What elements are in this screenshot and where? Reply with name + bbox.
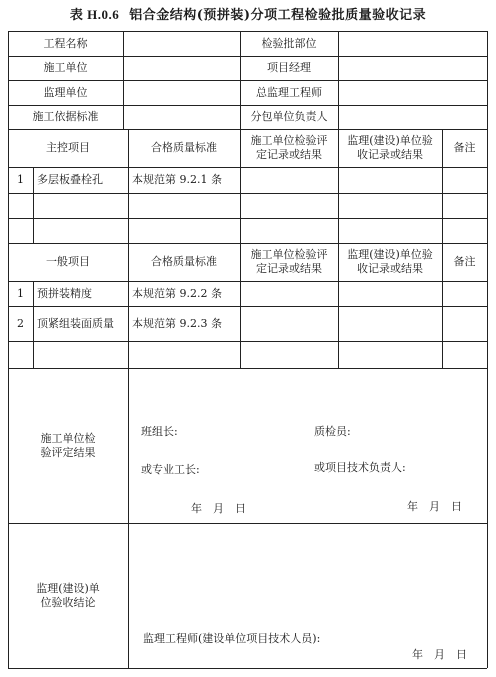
project-manager-value[interactable] [338, 56, 487, 80]
main-row-item: 多层板叠栓孔 [37, 173, 103, 186]
form-code: 表 H.0.6 [69, 7, 120, 22]
supervision-unit-value[interactable] [123, 80, 240, 105]
construction-standard-value[interactable] [123, 105, 240, 129]
chief-supervisor-label: 总监理工程师 [256, 85, 322, 99]
inspection-location-label: 检验批部位 [261, 36, 317, 50]
main-remark-header: 备注 [453, 141, 476, 154]
form-title [0, 4, 496, 23]
main-standard-header: 合格质量标准 [151, 141, 217, 154]
rule [8, 668, 487, 669]
subcontractor-head-value[interactable] [338, 105, 487, 129]
main-item-header: 主控项目 [46, 141, 90, 154]
project-name-label: 工程名称 [43, 36, 88, 50]
form-title-text: 铝合金结构(预拼装)分项工程检验批质量验收记录 [129, 8, 427, 23]
main-row-standard: 本规范第 9.2.1 条 [132, 173, 222, 186]
construction-date-right: 年 月 日 [407, 500, 462, 513]
inspection-location-value[interactable] [338, 31, 487, 56]
construction-unit-label: 施工单位 [43, 61, 88, 74]
main-supervision-result-header: 监理(建设)单位验收记录或结果 [347, 134, 433, 161]
general-remark-header: 备注 [453, 255, 476, 268]
construction-eval-label: 施工单位检验评定结果 [40, 431, 96, 459]
rule [8, 341, 487, 342]
construction-date-left: 年 月 日 [191, 502, 246, 515]
supervision-date: 年 月 日 [412, 648, 467, 661]
general-standard-header: 合格质量标准 [151, 255, 217, 268]
general-row-item: 预拼装精度 [37, 286, 92, 300]
rule [8, 193, 487, 194]
general-item-header: 一般项目 [46, 255, 90, 268]
chief-supervisor-value[interactable] [338, 80, 487, 105]
supervision-unit-label: 监理单位 [43, 85, 88, 99]
general-supervision-result-header: 监理(建设)单位验收记录或结果 [347, 248, 433, 275]
subcontractor-head-label: 分包单位负责人 [250, 110, 328, 123]
quality-inspector-label: 质检员: [314, 425, 351, 438]
construction-unit-value[interactable] [123, 56, 240, 80]
project-name-value[interactable] [123, 31, 240, 56]
general-row-number: 1 [17, 286, 24, 300]
main-construction-result-header: 施工单位检验评定记录或结果 [250, 134, 328, 161]
tech-lead-label: 或项目技术负责人: [314, 461, 406, 474]
supervision-conclusion-label: 监理(建设)单位验收结论 [36, 581, 100, 609]
general-construction-result-header: 施工单位检验评定记录或结果 [250, 248, 328, 275]
foreman-label: 或专业工长: [141, 463, 200, 476]
main-row-number: 1 [17, 173, 24, 186]
rule [128, 368, 129, 668]
project-manager-label: 项目经理 [267, 61, 311, 74]
team-leader-label: 班组长: [141, 425, 178, 438]
general-row-number: 2 [17, 316, 24, 330]
rule [8, 218, 487, 219]
general-row-item: 顶紧组装面质量 [37, 316, 114, 330]
general-row-standard: 本规范第 9.2.3 条 [132, 316, 222, 330]
rule [487, 31, 488, 668]
general-row-standard: 本规范第 9.2.2 条 [132, 286, 222, 300]
supervising-engineer-label: 监理工程师(建设单位项目技术人员): [143, 632, 321, 645]
construction-standard-label: 施工依据标准 [32, 110, 99, 123]
